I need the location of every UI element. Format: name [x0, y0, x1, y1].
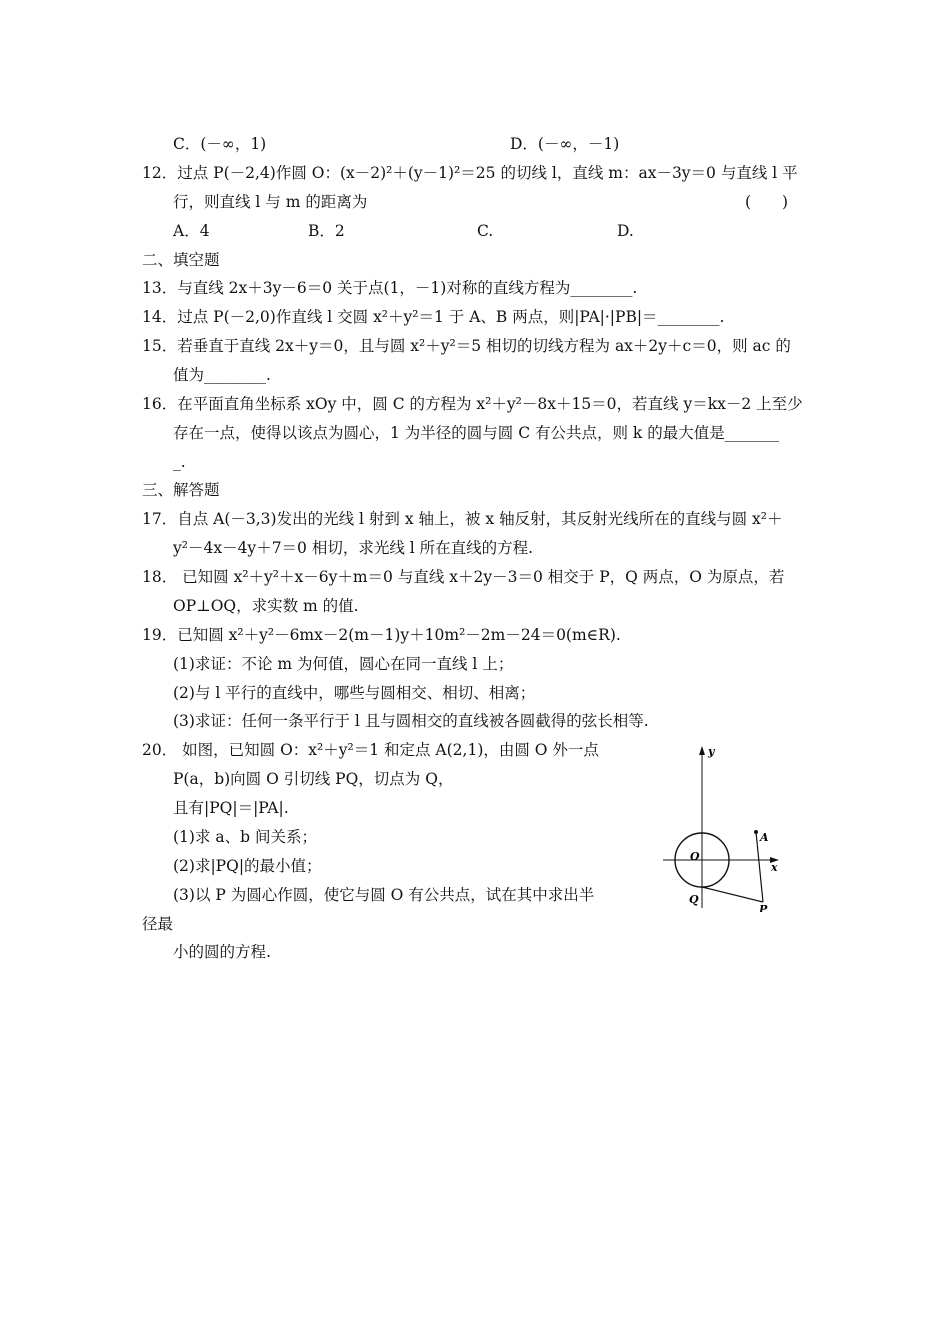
q20-part-3-end: 小的圆的方程. [173, 943, 271, 961]
point-a-label: A [760, 831, 769, 844]
segment-pq [702, 887, 763, 902]
q18-line-2: OP⊥OQ，求实数 m 的值. [173, 597, 359, 615]
q16-line-3: _. [173, 453, 186, 471]
point-q-label: Q [689, 893, 699, 906]
q15-line-1: 15．若垂直于直线 2x＋y＝0，且与圆 x²＋y²＝5 相切的切线方程为 ax＋2y＋c＝0，则 ac 的 [142, 337, 791, 355]
q12-option-c: C. [477, 222, 494, 240]
q12-option-b: B．2 [308, 222, 345, 240]
q11-option-c: C．(－∞，1) [173, 135, 267, 153]
q14: 14．过点 P(－2,0)作直线 l 交圆 x²＋y²＝1 于 A、B 两点，则|PA|·|PB|＝________. [142, 308, 725, 326]
y-axis-arrow [699, 746, 705, 755]
y-axis-label: y [708, 745, 715, 758]
q13: 13．与直线 2x＋3y－6＝0 关于点(1，－1)对称的直线方程为________. [142, 279, 638, 297]
q20-line-3: 且有|PQ|＝|PA|. [173, 799, 289, 817]
q12-answer-bracket: ( ) [745, 193, 789, 211]
q19-line-1: 19．已知圆 x²＋y²－6mx－2(m－1)y＋10m²－2m－24＝0(m∈R). [142, 626, 621, 644]
q20-part-2: (2)求|PQ|的最小值； [173, 857, 322, 875]
q16-line-2: 存在一点，使得以该点为圆心，1 为半径的圆与圆 C 有公共点，则 k 的最大值是_______ [173, 424, 780, 442]
q19-part-1: (1)求证：不论 m 为何值，圆心在同一直线 l 上； [173, 655, 514, 673]
section-fill-in-heading: 二、填空题 [142, 251, 220, 269]
q20-line-1: 20． 如图，已知圆 O：x²＋y²＝1 和定点 A(2,1)，由圆 O 外一点 [142, 741, 599, 759]
origin-label: O [690, 850, 700, 863]
x-axis-label: x [771, 861, 778, 874]
q12-line-1: 12．过点 P(－2,4)作圆 O：(x－2)²＋(y－1)²＝25 的切线 l，直线 m：ax－3y＝0 与直线 l 平 [142, 164, 798, 182]
q18-line-1: 18． 已知圆 x²＋y²＋x－6y＋m＝0 与直线 x＋2y－3＝0 相交于 P，Q 两点，O 为原点，若 [142, 568, 785, 586]
q20-part-1: (1)求 a、b 间关系； [173, 828, 317, 846]
q20-part-3: (3)以 P 为圆心作圆，使它与圆 O 有公共点，试在其中求出半 [173, 886, 595, 904]
q19-part-2: (2)与 l 平行的直线中，哪些与圆相交、相切、相离； [173, 684, 536, 702]
q12-line-2: 行，则直线 l 与 m 的距离为 [173, 193, 368, 211]
point-p-label: P [759, 903, 768, 912]
q17-line-2: y²－4x－4y＋7＝0 相切，求光线 l 所在直线的方程. [173, 539, 534, 557]
q12-option-d: D. [617, 222, 634, 240]
q20-line-2: P(a，b)向圆 O 引切线 PQ，切点为 Q， [173, 770, 454, 788]
circle-tangent-figure [655, 742, 795, 912]
q20-part-3-cont: 径最 [142, 915, 174, 933]
section-solutions-heading: 三、解答题 [142, 481, 220, 499]
q17-line-1: 17．自点 A(－3,3)发出的光线 l 射到 x 轴上，被 x 轴反射，其反射光线所在的直线与圆 x²＋ [142, 510, 783, 528]
q11-option-d: D．(－∞，－1) [510, 135, 620, 153]
q15-line-2: 值为________. [173, 366, 271, 384]
q16-line-1: 16．在平面直角坐标系 xOy 中，圆 C 的方程为 x²＋y²－8x＋15＝0，若直线 y＝kx－2 上至少 [142, 395, 803, 413]
q12-option-a: A．4 [173, 222, 210, 240]
q19-part-3: (3)求证：任何一条平行于 l 且与圆相交的直线被各圆截得的弦长相等. [173, 712, 649, 730]
